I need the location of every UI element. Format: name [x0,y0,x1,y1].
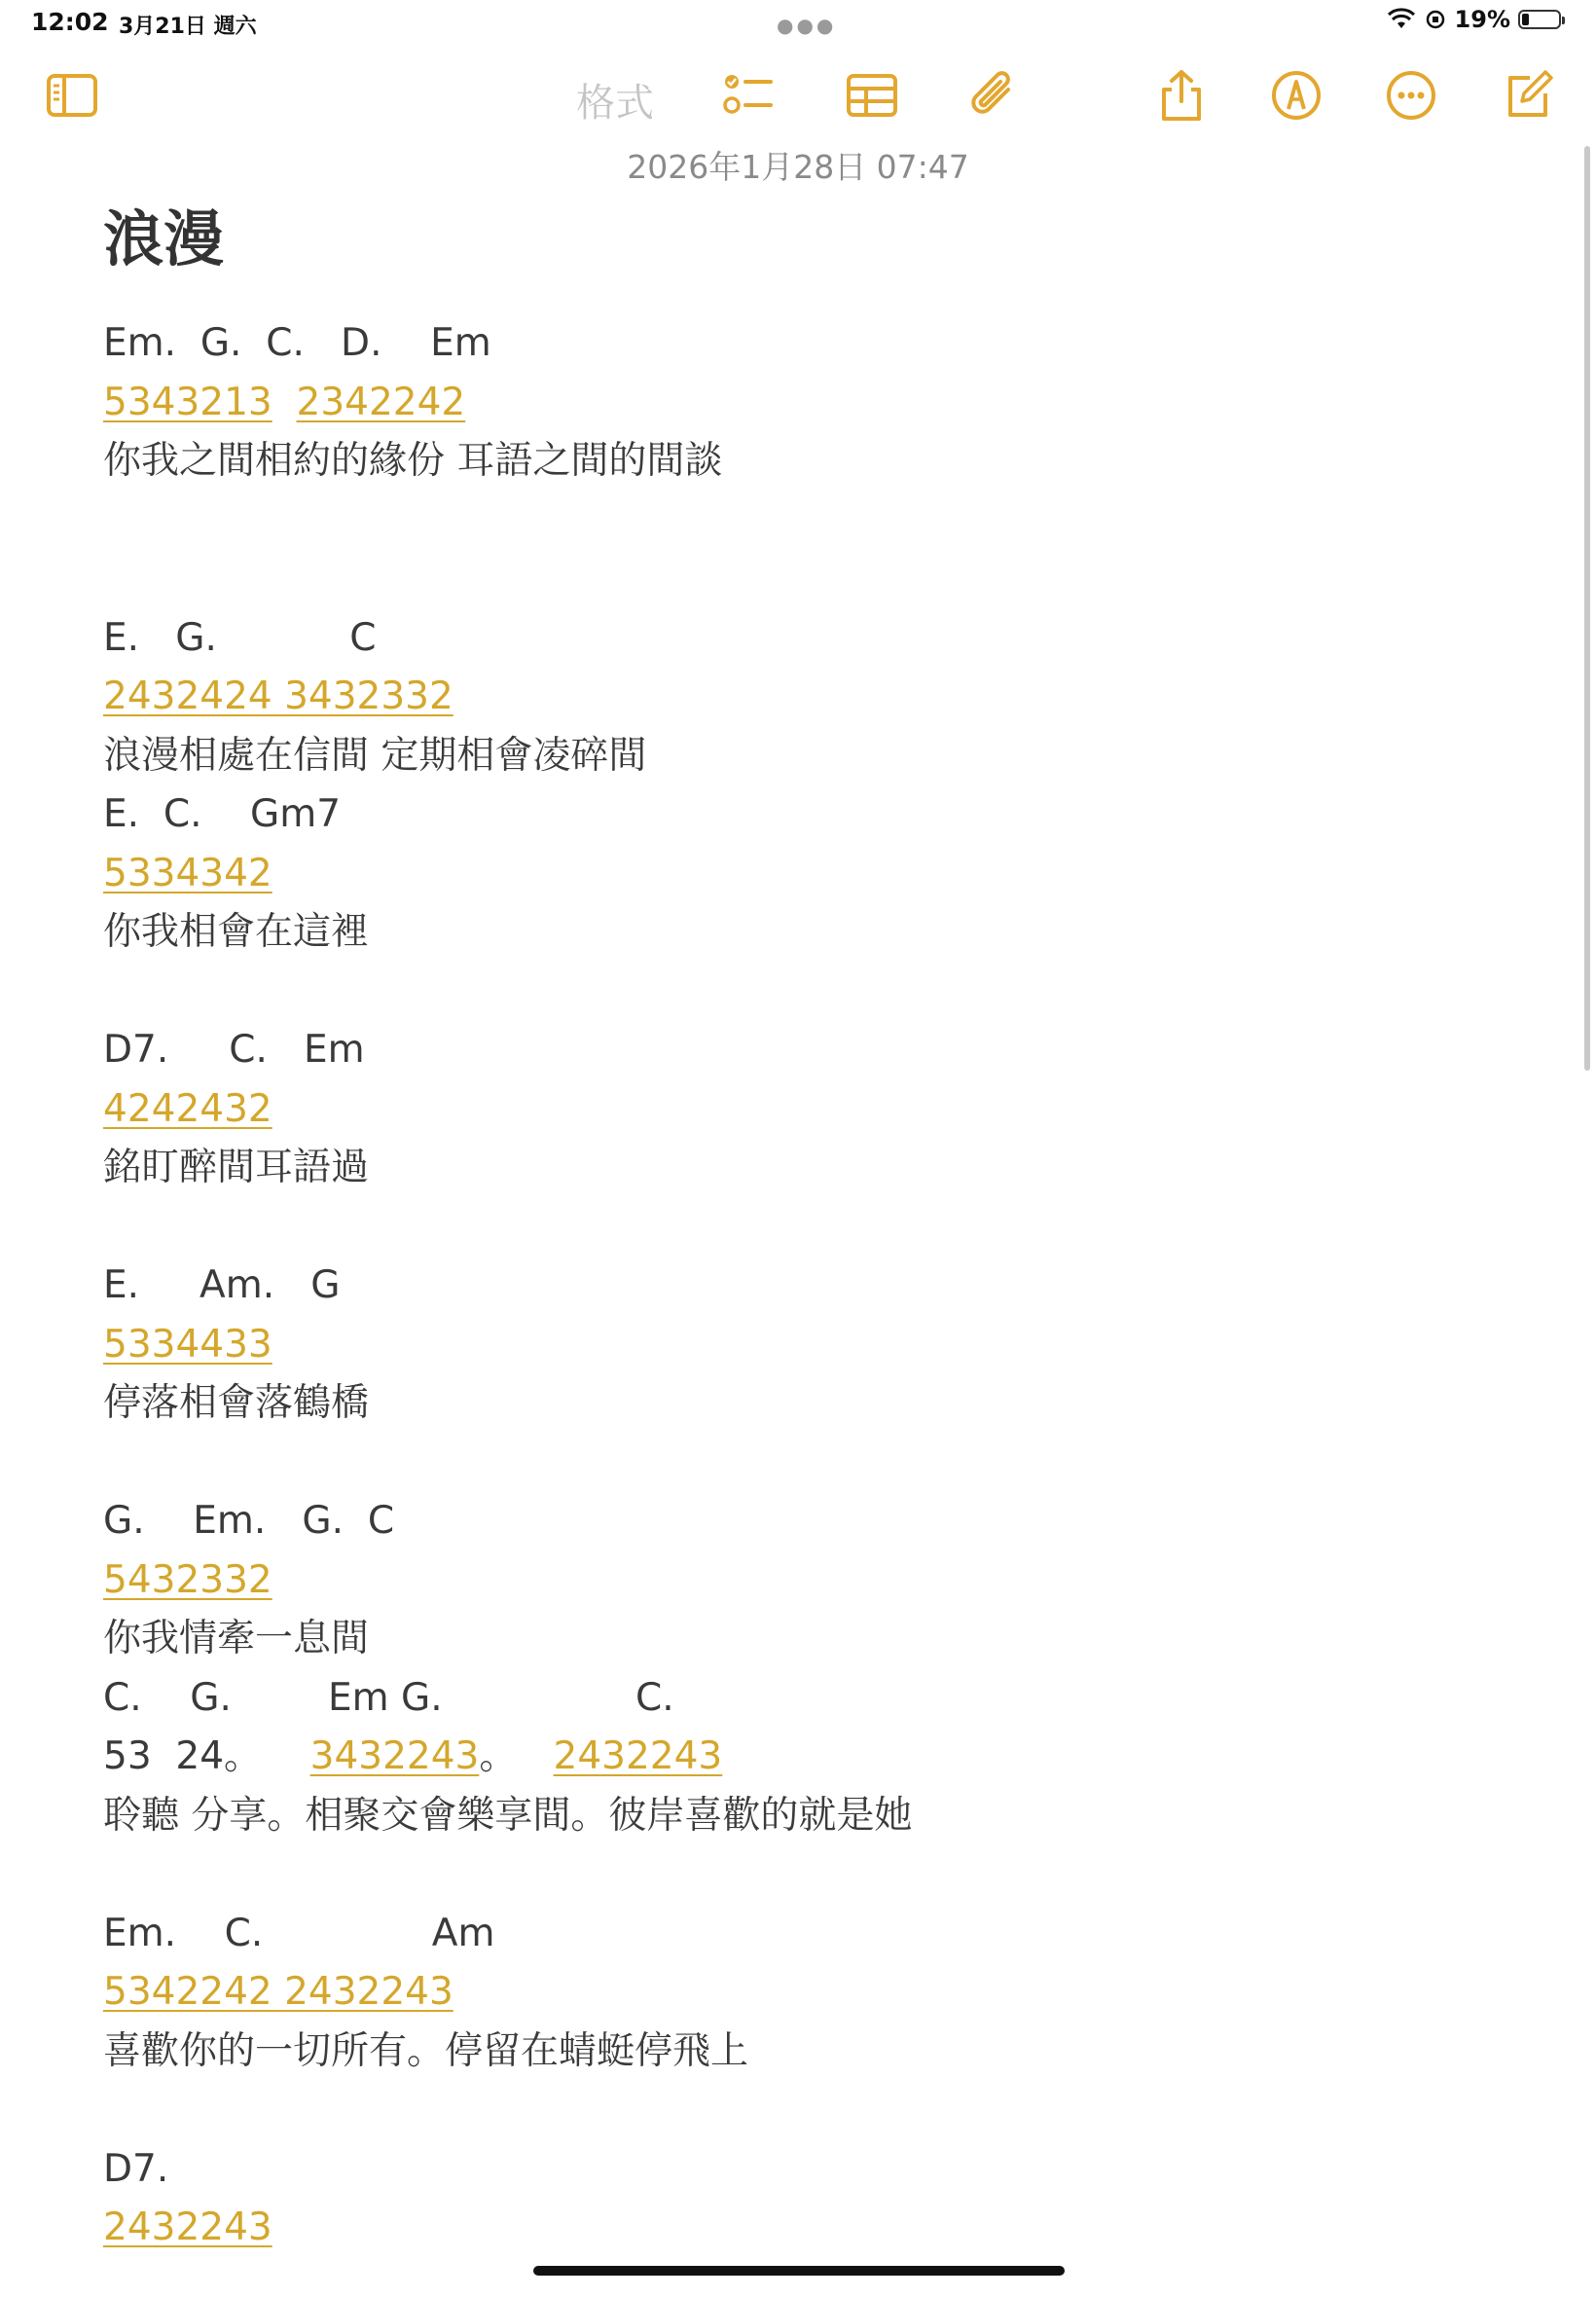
number-line [103,1551,1466,1611]
number-link[interactable]: 5343213 [103,380,272,424]
number-link[interactable]: 5432332 [103,1557,272,1602]
lyric-line: 你我情牽一息間 [103,1617,370,1660]
markup-button[interactable] [1267,66,1325,125]
number-link[interactable]: 4242432 [103,1086,272,1131]
battery-level [1522,14,1529,25]
number-line [103,1316,1466,1375]
number-line [103,1963,1466,2023]
table-icon [845,68,899,123]
share-button[interactable] [1152,66,1211,125]
note-lines[interactable] [103,314,1466,2258]
lyric-line: 你我之間相約的緣份 耳語之間的間談 [103,439,723,483]
number-link[interactable]: 3432243 [309,1734,480,1778]
blank-line [103,2081,1466,2140]
number-line [103,1728,1466,1787]
note-body[interactable] [103,200,1466,2258]
paperclip-icon [965,68,1020,123]
chord-line: D7. C. Em [103,1028,365,1072]
chord-line: E. Am. G [103,1263,341,1307]
checklist-icon [720,68,775,123]
notes-toolbar [0,55,1596,132]
number-link[interactable]: 5334433 [103,1322,272,1367]
lyric-line: 浪漫相處在信間 定期相會凌碎間 [103,733,647,778]
blank-line [103,550,1466,609]
multitasking-dots-icon[interactable]: ●●● [777,14,837,37]
format-button[interactable]: 格式 [576,81,654,126]
battery-percentage: 19% [1454,6,1510,33]
blank-line [103,492,1466,551]
chord-line: E. G. C [103,615,377,660]
note-date: 2026年1月28日 07:47 [627,148,969,186]
number-text: 53 24。 [103,1734,310,1778]
number-text [272,381,297,424]
lyric-line: 聆聽 分享。相聚交會樂享間。彼岸喜歡的就是她 [103,1793,913,1838]
scrollbar[interactable] [1584,146,1590,1071]
share-icon [1154,68,1209,123]
blank-line [103,1198,1466,1258]
more-icon [1384,68,1438,123]
attachment-button[interactable] [963,66,1022,125]
wifi-icon [1387,8,1416,31]
number-link[interactable]: 5334342 [103,851,272,895]
number-link[interactable]: 5342242 2432243 [103,1970,453,2014]
lyric-line: 喜歡你的一切所有。停留在蜻蜓停飛上 [103,2028,749,2073]
number-line [103,2199,1466,2258]
status-right [1387,6,1561,33]
status-date: 3月21日 週六 [119,15,257,39]
number-link[interactable]: 2432243 [553,1734,723,1778]
chord-line: C. G. Em G. C. [103,1675,674,1720]
number-link[interactable]: 2342242 [296,380,466,424]
lyric-line: 你我相會在這裡 [103,910,370,954]
blank-line [103,1845,1466,1905]
sidebar-icon [45,68,99,123]
number-line [103,1080,1466,1140]
table-button[interactable] [843,66,901,125]
chord-line: G. Em. G. C [103,1499,395,1543]
number-link[interactable]: 2432424 3432332 [103,675,453,718]
number-text: 。 [479,1734,554,1778]
blank-line [103,1434,1466,1493]
status-time: 12:02 [31,8,109,36]
more-button[interactable] [1382,66,1440,125]
blank-line [103,963,1466,1022]
orientation-lock-icon [1424,8,1447,31]
chord-line: Em. G. C. D. Em [103,321,491,365]
number-line [103,374,1466,433]
checklist-button[interactable] [718,66,777,125]
chord-line: Em. C. Am [103,1911,495,1955]
battery-icon [1518,10,1561,29]
home-indicator[interactable] [533,2266,1065,2276]
sidebar-button[interactable] [43,66,101,125]
note-title[interactable]: 浪漫 [103,203,225,274]
lyric-line: 停落相會落鶴橋 [103,1381,370,1425]
number-line [103,845,1466,904]
compose-icon [1501,68,1555,123]
compose-button[interactable] [1499,66,1557,125]
status-bar [0,0,1596,49]
number-line [103,668,1466,727]
chord-line: D7. [103,2146,169,2191]
number-link[interactable]: 2432243 [103,2206,272,2249]
lyric-line: 銘盯醉間耳語過 [103,1146,370,1189]
chord-line: E. C. Gm7 [103,792,342,836]
markup-icon [1269,68,1324,123]
